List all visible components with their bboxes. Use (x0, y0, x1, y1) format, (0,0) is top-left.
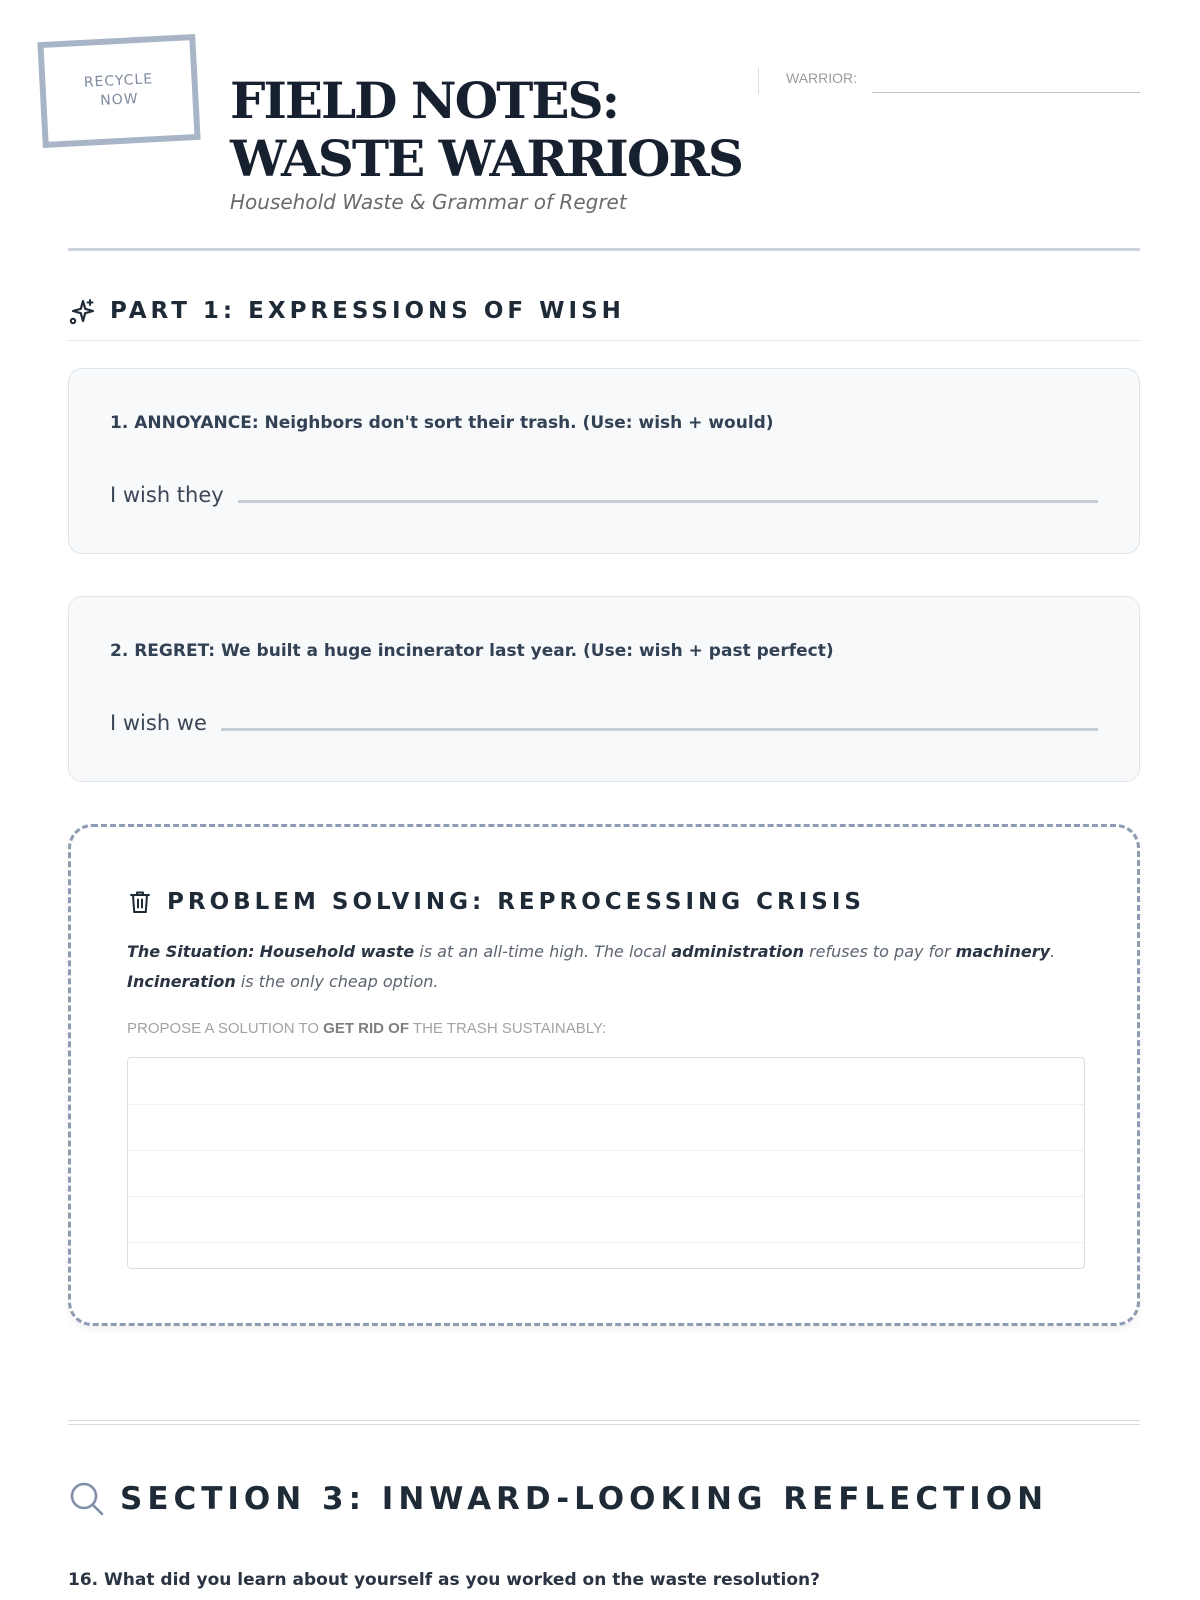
recycle-stamp (37, 34, 200, 148)
term-administration: administration (671, 942, 804, 961)
warrior-label: WARRIOR: (786, 70, 858, 86)
section3-title: SECTION 3: INWARD-LOOKING REFLECTION (120, 1481, 1049, 1517)
question-card-1 (68, 368, 1140, 554)
section-divider (68, 1420, 1140, 1425)
question-2-prompt: 2. REGRET: We built a huge incinerator last year. (Use: wish + past perfect) (110, 641, 834, 661)
question-1-stem: I wish they (110, 483, 224, 507)
section3-heading (68, 1480, 1048, 1518)
question-16-prompt: 16. What did you learn about yourself as you worked on the waste resolution? (68, 1570, 821, 1590)
solution-answer-area[interactable] (127, 1057, 1085, 1269)
stamp-text: RECYCLE NOW (83, 71, 154, 109)
situation-label: The Situation: (127, 942, 255, 961)
propose-label (127, 1020, 606, 1037)
situation-text-2: refuses to pay for (804, 942, 956, 961)
part1-heading (68, 296, 1140, 341)
question-1-prompt: 1. ANNOYANCE: Neighbors don't sort their trash. (Use: wish + would) (110, 413, 774, 433)
propose-label-emphasis: GET RID OF (323, 1020, 410, 1037)
question-1-answer-row (110, 483, 1098, 507)
situation-text (127, 937, 1077, 997)
magnifier-icon (68, 1480, 106, 1518)
term-machinery: machinery (955, 942, 1051, 961)
question-2-answer-line[interactable] (221, 728, 1098, 731)
part1-title: PART 1: EXPRESSIONS OF WISH (110, 298, 625, 324)
writing-rule (128, 1196, 1084, 1197)
writing-rule (128, 1150, 1084, 1151)
page-title: FIELD NOTES: WASTE WARRIORS (230, 71, 743, 188)
propose-label-before: PROPOSE A SOLUTION TO (127, 1020, 324, 1037)
problem-heading (127, 889, 865, 915)
question-1-answer-line[interactable] (238, 500, 1098, 503)
situation-text-3: . (1050, 942, 1056, 961)
situation-text-1: is at an all-time high. The local (414, 942, 672, 961)
term-incineration: Incineration (127, 972, 236, 991)
writing-rule (128, 1242, 1084, 1243)
warrior-name-field[interactable] (872, 92, 1140, 93)
term-household-waste: Household waste (259, 942, 415, 961)
situation-text-4: is the only cheap option. (235, 972, 439, 991)
problem-solving-box (68, 824, 1140, 1326)
header-divider (68, 248, 1140, 251)
question-2-answer-row (110, 711, 1098, 735)
problem-title: PROBLEM SOLVING: REPROCESSING CRISIS (167, 889, 865, 915)
trash-icon (127, 889, 153, 915)
name-divider (758, 68, 759, 94)
writing-rule (128, 1104, 1084, 1105)
question-card-2 (68, 596, 1140, 782)
question-2-stem: I wish we (110, 711, 207, 735)
page-subtitle: Household Waste & Grammar of Regret (230, 190, 627, 214)
propose-label-after: THE TRASH SUSTAINABLY: (409, 1020, 607, 1037)
sparkle-icon (68, 298, 96, 326)
